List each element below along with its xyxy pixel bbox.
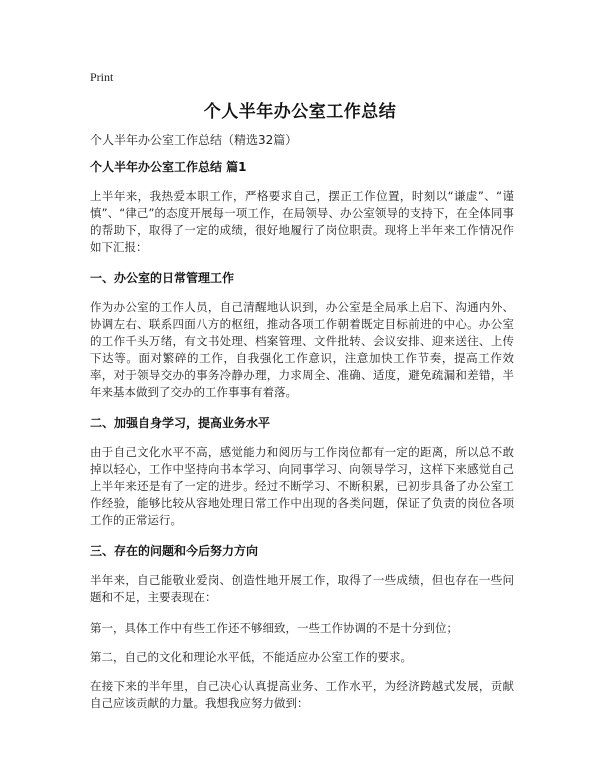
heading-problems: 三、存在的问题和今后努力方向 [90,544,259,558]
document-subtitle: 个人半年办公室工作总结（精选32篇） [90,133,298,147]
intro-paragraph: 上半年来，我热爱本职工作，严格要求自己，摆正工作位置，时刻以“谦虚”、“谨慎”、“律己”的态度开展每一项工作，在局领导、办公室领导的支持下，在全体同事的帮助下，取得了一定的成绩，很好地履行了岗位职责。现将上半年来工作情况作如下汇报： [90,189,514,254]
paragraph-daily-management: 作为办公室的工作人员，自己清醒地认识到，办公室是全局承上启下、沟通内外、协调左右、联系四面八方的枢纽，推动各项工作朝着既定目标前进的中心。办公室的工作千头万绪，有文书处理、档案管理、文件批转、会议安排、迎来送往、上传下达等。面对繁碎的工作，自我强化工作意识，注意加快工作节奏，提高工作效率，对于领导交办的事务冷静办理，力求周全、准确、适度，避免疏漏和差错，半年来基本做到了交办的工作事事有着落。 [90,300,514,399]
heading-daily-management: 一、办公室的日常管理工作 [90,271,235,285]
paragraph-problem-first: 第一，具体工作中有些工作还不够细致，一些工作协调的不是十分到位； [90,621,458,635]
page-title: 个人半年办公室工作总结 [203,102,397,122]
paragraph-problem-second: 第二，自己的文化和理论水平低，不能适应办公室工作的要求。 [90,650,412,664]
section-title: 个人半年办公室工作总结 篇1 [90,160,247,174]
paragraph-problems: 半年来，自己能敬业爱岗、创造性地开展工作，取得了一些成绩，但也存在一些问题和不足，主要表现在： [90,573,514,604]
document-body [90,132,514,726]
heading-self-study: 二、加强自身学习，提高业务水平 [90,416,271,430]
paragraph-self-study: 由于自己文化水平不高，感觉能力和阅历与工作岗位都有一定的距离，所以总不敢掉以轻心，工作中坚持向书本学习、向同事学习、向领导学习，这样下来感觉自己上半年来还是有了一定的进步。经过不断学习、不断积累，已初步具备了办公室工作经验，能够比较从容地处理日常工作中出现的各类问题，保证了负责的岗位各项工作的正常运行。 [90,445,514,527]
print-label: Print [90,70,114,84]
paragraph-next-half: 在接下来的半年里，自己决心认真提高业务、工作水平，为经济跨越式发展，贡献自己应该贡献的力量。我想我应努力做到： [90,679,514,710]
